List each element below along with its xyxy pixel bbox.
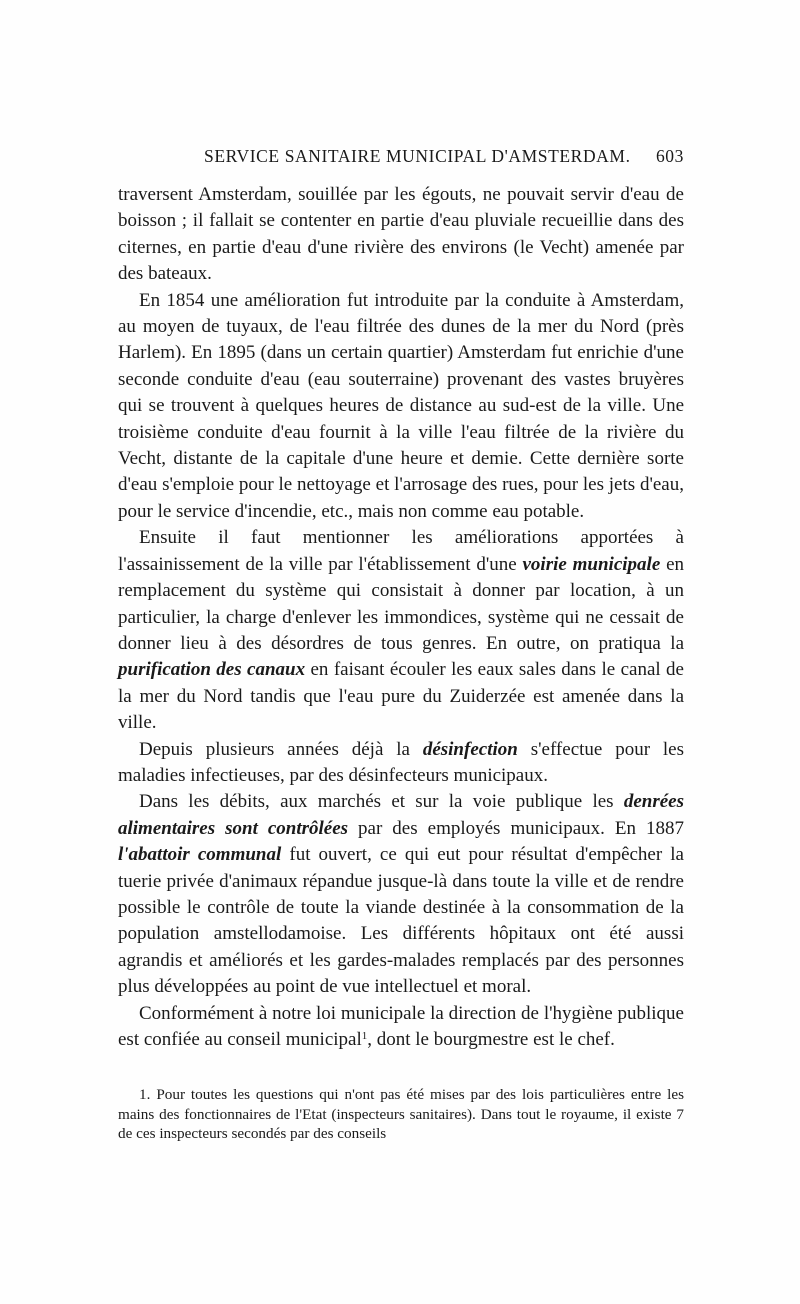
text-run: s'effectue pour les maladies infectieuses, par des désinfecteurs municipaux. [118, 738, 685, 786]
text-run: en faisant écouler les eaux sales dans le canal de la mer du Nord tandis que l'eau pure du Zuiderzée est amenée dans la ville. [118, 659, 684, 734]
text-run: Conformément à notre loi municipale la direction de l'hygiène publique est confiée au conseil municipal [118, 1002, 684, 1050]
emphasized-term: denrées alimentaires sont contrôlées [118, 791, 684, 839]
emphasized-term: purification des canaux [118, 659, 306, 681]
text-run: fut ouvert, ce qui eut pour résultat d'empêcher la tuerie privée d'animaux répandue jusque-là dans toute la ville et de rendre possible le contrôle de toute la viande destinée à la consommation de la population amstellodamoise. Les différents hôpitaux ont été aussi agrandis et améliorés et les gardes-malades remplacés par des personnes plus développées au point de vue intellectuel et moral. [118, 844, 684, 998]
emphasized-term: l'abattoir communal [118, 844, 282, 866]
paragraph [118, 789, 684, 1000]
text-run: Ensuite il faut mentionner les améliorations apportées à l'assainissement de la ville par l'établissement d'une [118, 527, 684, 575]
text-run: Dans les débits, aux marchés et sur la voie publique les [139, 791, 624, 813]
footnote-marker: 1 [361, 1030, 368, 1042]
body-text [118, 182, 684, 1053]
emphasized-term: voirie municipale [522, 553, 661, 575]
text-run: En 1854 une amélioration fut introduite par la conduite à Amsterdam, au moyen de tuyaux, de l'eau filtrée des dunes de la mer du Nord (près Harlem). En 1895 (dans un certain quartier) Amsterdam fut enrichie d'une seconde conduite d'eau (eau souterraine) provenant des vastes bruyères qui se trouvent à quelques heures de distance au sud-est de la ville. Une troisième conduite d'eau fournit à la ville l'eau filtrée de la rivière du Vecht, distante de la capitale d'une heure et demie. Cette dernière sorte d'eau s'emploie pour le nettoyage et l'arrosage des rues, pour les jets d'eau, pour le service d'incendie, etc., mais non comme eau potable. [118, 289, 684, 522]
text-run: Depuis plusieurs années déjà la [139, 738, 423, 760]
text-run: par des employés municipaux. En 1887 [348, 817, 684, 839]
emphasized-term: désinfection [422, 738, 518, 760]
paragraph [118, 525, 684, 736]
paragraph [118, 737, 684, 790]
running-title: SERVICE SANITAIRE MUNICIPAL D'AMSTERDAM. [204, 146, 631, 166]
text-run: en remplacement du système qui consistait à donner par location, à un particulier, la charge d'enlever les immondices, système qui ne cessait de donner lieu à des désordres de tous genres. En outre, on pratiqua la [118, 553, 684, 654]
paragraph [118, 182, 684, 288]
paragraph [118, 288, 684, 526]
paragraph [118, 1001, 684, 1054]
footnotes [118, 1085, 684, 1144]
page-number: 603 [655, 146, 684, 166]
footnote: 1. Pour toutes les questions qui n'ont pas été mises par des lois particulières entre les mains des fonctionnaires de l'Etat (inspecteurs sanitaires). Dans tout le royaume, il existe 7 de ces inspecteurs secondés par des conseils [118, 1086, 684, 1142]
text-run: traversent Amsterdam, souillée par les égouts, ne pouvait servir d'eau de boisson ; il fallait se contenter en partie d'eau pluviale recueillie dans des citernes, en partie d'eau d'une rivière des environs (le Vecht) amenée par des bateaux. [118, 184, 684, 285]
text-run: , dont le bourgmestre est le chef. [367, 1029, 615, 1050]
